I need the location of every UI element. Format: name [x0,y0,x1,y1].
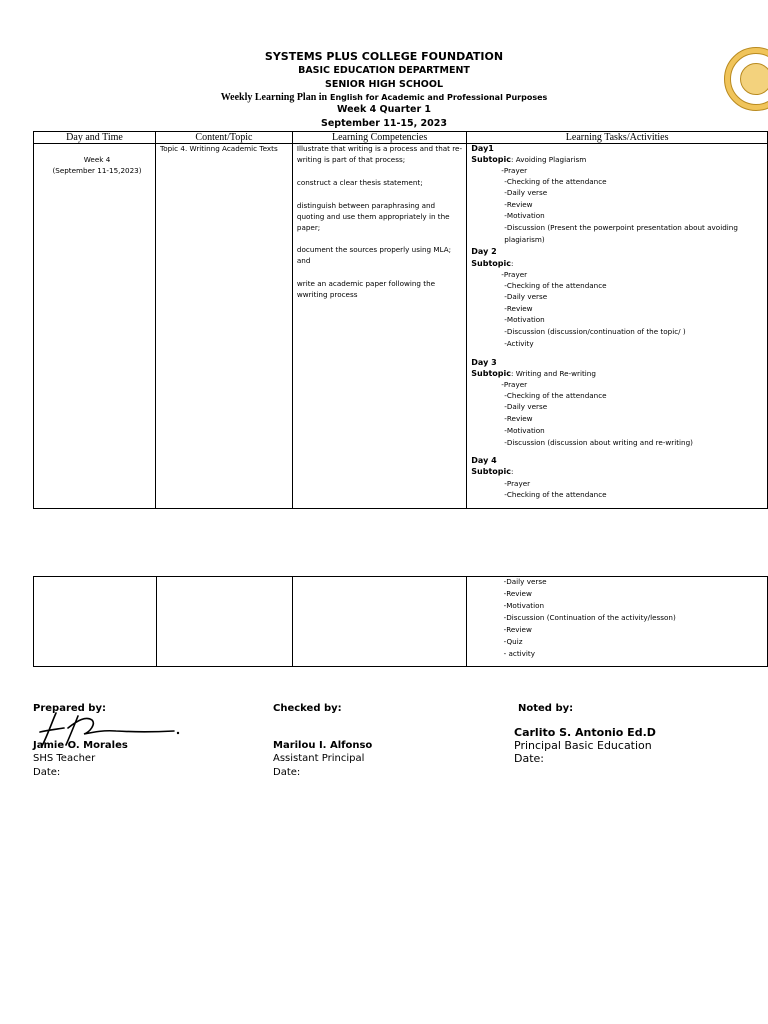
table-row [34,577,768,667]
topic-cell [156,577,292,667]
day4-heading: Day 4 [471,456,497,465]
col-day-time: Day and Time [34,132,156,144]
task-item: -Daily verse [504,188,548,197]
noted-by-date: Date: [514,752,544,765]
competency-line: quoting and use them appropriately in the [296,212,450,221]
competency-line: Illustrate that writing is a process and that re- [296,144,463,153]
task-item: -Prayer [501,166,528,175]
table-row [34,144,768,509]
task-item: -Discussion (discussion about writing and re-writing) [504,438,693,447]
task-item: -Checking of the attendance [504,490,607,499]
day2-heading: Day 2 [471,247,497,256]
plan-title-lead: Weekly Learning Plan in [220,92,328,103]
noted-by-name: Carlito S. Antonio Ed.D [514,726,656,739]
checked-by-label: Checked by: [273,703,342,714]
task-item: -Review [504,414,533,423]
checked-by-name: Marilou I. Alfonso [273,740,373,751]
checked-by-role: Assistant Principal [273,753,365,764]
task-item: -Quiz [503,637,523,646]
task-item: -Discussion (Continuation of the activity/lesson) [503,613,676,622]
day1-subtopic: Subtopic: Avoiding Plagiarism [471,155,587,164]
learning-plan-table-continued [33,576,768,667]
competency-line: writing is part of that process; [296,155,406,164]
task-item: -Checking of the attendance [504,281,607,290]
school-name: SYSTEMS PLUS COLLEGE FOUNDATION [264,50,504,63]
tasks-cell [467,144,768,509]
competency-line: construct a clear thesis statement; [296,178,423,187]
col-content-topic: Content/Topic [156,132,293,144]
plan-title [0,92,768,103]
task-item: -Review [503,589,532,598]
week-dates: September 11-15, 2023 [321,118,447,129]
week-range: (September 11-15,2023) [52,166,142,175]
competencies-cell [292,577,466,667]
task-item: -Motivation [504,426,545,435]
prepared-by-date: Date: [33,767,61,778]
division-name: SENIOR HIGH SCHOOL [324,79,444,90]
task-item: -Discussion (Present the powerpoint presentation about avoiding [504,223,738,232]
competency-line: and [296,256,311,265]
day4-subtopic: Subtopic: [471,467,514,476]
task-item: -Checking of the attendance [504,391,607,400]
tasks-cell [466,577,767,667]
topic-cell [156,144,293,509]
competency-line: document the sources properly using MLA; [296,245,452,254]
day2-subtopic: Subtopic: [471,259,514,268]
prepared-by-name: Jamie O. Morales [33,740,128,751]
plan-subject: English for Academic and Professional Purposes [329,93,548,102]
col-tasks: Learning Tasks/Activities [467,132,768,144]
col-competencies: Learning Competencies [292,132,466,144]
day3-subtopic: Subtopic: Writing and Re-writing [471,369,596,378]
task-item: -Activity [504,339,534,348]
topic-text: Topic 4. Writinng Academic Texts [160,144,278,153]
week-quarter: Week 4 Quarter 1 [336,104,432,115]
checked-by-date: Date: [273,767,301,778]
task-item: -Motivation [504,315,545,324]
task-item: -Prayer [504,479,531,488]
task-item: -Motivation [504,211,545,220]
department-name: BASIC EDUCATION DEPARTMENT [298,65,470,76]
task-item: -Review [503,625,532,634]
task-item: -Review [504,304,533,313]
task-item: plagiarism) [504,235,545,244]
noted-by-role: Principal Basic Education [514,739,652,752]
competencies-cell [292,144,466,509]
prepared-by-label: Prepared by: [33,703,106,714]
task-item: -Checking of the attendance [504,177,607,186]
learning-plan-table [33,131,768,509]
day-time-cell [34,144,156,509]
task-item: -Motivation [503,601,545,610]
task-item: - activity [503,649,535,658]
task-item: -Daily verse [503,577,547,586]
competency-line: distinguish between paraphrasing and [296,201,436,210]
day-time-cell [34,577,157,667]
task-item: -Daily verse [504,402,548,411]
task-item: -Prayer [501,380,528,389]
task-item: -Discussion (discussion/continuation of the topic/ ) [504,327,686,336]
noted-by-label: Noted by: [518,703,574,714]
day3-heading: Day 3 [471,358,497,367]
task-item: -Review [504,200,533,209]
task-item: -Prayer [501,270,528,279]
competency-line: paper; [296,223,321,232]
task-item: -Daily verse [504,292,548,301]
prepared-by-role: SHS Teacher [33,753,96,764]
table-header-row [34,132,768,144]
day1-heading: Day1 [471,144,494,153]
competency-line: wwriting process [296,290,358,299]
week-label: Week 4 [83,155,111,164]
competency-line: write an academic paper following the [296,279,436,288]
